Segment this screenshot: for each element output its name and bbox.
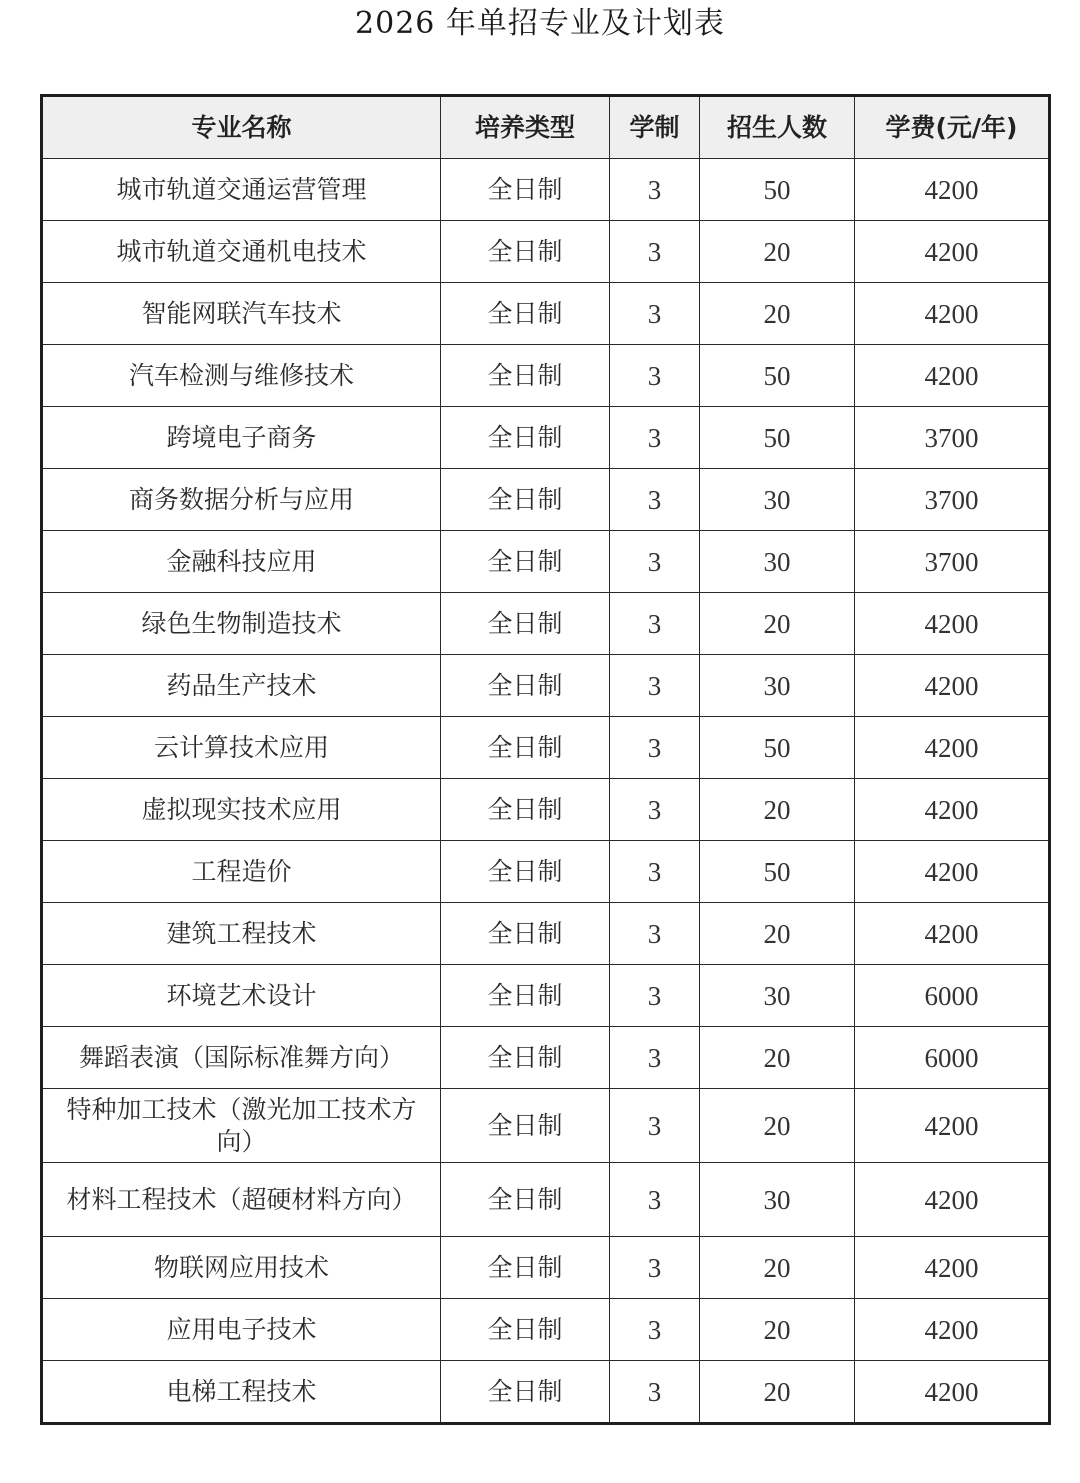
study-type-cell: 全日制 xyxy=(441,1237,610,1299)
table-header-row xyxy=(42,96,1050,159)
major-name-cell: 物联网应用技术 xyxy=(42,1237,441,1299)
tuition-cell: 4200 xyxy=(855,1089,1050,1163)
major-name-cell: 工程造价 xyxy=(42,841,441,903)
study-type-cell: 全日制 xyxy=(441,779,610,841)
major-name-cell: 云计算技术应用 xyxy=(42,717,441,779)
duration-cell: 3 xyxy=(610,655,700,717)
duration-cell: 3 xyxy=(610,717,700,779)
tuition-cell: 4200 xyxy=(855,903,1050,965)
study-type-cell: 全日制 xyxy=(441,159,610,221)
table-body xyxy=(42,159,1050,1424)
study-type-cell: 全日制 xyxy=(441,469,610,531)
study-type-cell: 全日制 xyxy=(441,1089,610,1163)
tuition-cell: 4200 xyxy=(855,655,1050,717)
major-name-cell: 药品生产技术 xyxy=(42,655,441,717)
duration-cell: 3 xyxy=(610,407,700,469)
major-name-cell: 城市轨道交通机电技术 xyxy=(42,221,441,283)
enrollment-cell: 50 xyxy=(700,717,855,779)
duration-cell: 3 xyxy=(610,531,700,593)
tuition-cell: 4200 xyxy=(855,1237,1050,1299)
page-title: 2026 年单招专业及计划表 xyxy=(355,6,725,41)
tuition-cell: 4200 xyxy=(855,1299,1050,1361)
study-type-cell: 全日制 xyxy=(441,903,610,965)
enrollment-cell: 30 xyxy=(700,965,855,1027)
study-type-cell: 全日制 xyxy=(441,655,610,717)
enrollment-cell: 50 xyxy=(700,407,855,469)
header-major-name: 专业名称 xyxy=(42,96,441,159)
tuition-cell: 4200 xyxy=(855,1361,1050,1424)
enrollment-cell: 50 xyxy=(700,159,855,221)
table-row xyxy=(42,221,1050,283)
table-row xyxy=(42,593,1050,655)
major-name-cell: 汽车检测与维修技术 xyxy=(42,345,441,407)
duration-cell: 3 xyxy=(610,841,700,903)
study-type-cell: 全日制 xyxy=(441,407,610,469)
study-type-cell: 全日制 xyxy=(441,221,610,283)
tuition-cell: 4200 xyxy=(855,1163,1050,1237)
tuition-cell: 3700 xyxy=(855,469,1050,531)
major-name-cell: 金融科技应用 xyxy=(42,531,441,593)
table-row xyxy=(42,903,1050,965)
major-name-cell: 绿色生物制造技术 xyxy=(42,593,441,655)
study-type-cell: 全日制 xyxy=(441,345,610,407)
major-name-cell: 建筑工程技术 xyxy=(42,903,441,965)
major-name-cell: 商务数据分析与应用 xyxy=(42,469,441,531)
table-row xyxy=(42,1299,1050,1361)
tuition-cell: 4200 xyxy=(855,221,1050,283)
table-row xyxy=(42,1163,1050,1237)
table-row xyxy=(42,531,1050,593)
enrollment-cell: 20 xyxy=(700,1027,855,1089)
major-name-cell: 应用电子技术 xyxy=(42,1299,441,1361)
study-type-cell: 全日制 xyxy=(441,841,610,903)
tuition-cell: 6000 xyxy=(855,1027,1050,1089)
major-name-cell: 电梯工程技术 xyxy=(42,1361,441,1424)
major-name-cell: 舞蹈表演（国际标准舞方向） xyxy=(42,1027,441,1089)
table-row xyxy=(42,159,1050,221)
duration-cell: 3 xyxy=(610,345,700,407)
duration-cell: 3 xyxy=(610,1027,700,1089)
duration-cell: 3 xyxy=(610,903,700,965)
header-study-type: 培养类型 xyxy=(441,96,610,159)
table-row xyxy=(42,469,1050,531)
tuition-cell: 3700 xyxy=(855,407,1050,469)
enrollment-cell: 20 xyxy=(700,283,855,345)
header-enrollment: 招生人数 xyxy=(700,96,855,159)
enrollment-cell: 20 xyxy=(700,1299,855,1361)
duration-cell: 3 xyxy=(610,469,700,531)
study-type-cell: 全日制 xyxy=(441,965,610,1027)
table-row xyxy=(42,1361,1050,1424)
tuition-cell: 4200 xyxy=(855,283,1050,345)
duration-cell: 3 xyxy=(610,1299,700,1361)
enrollment-cell: 20 xyxy=(700,221,855,283)
duration-cell: 3 xyxy=(610,159,700,221)
enrollment-cell: 20 xyxy=(700,1361,855,1424)
enrollment-cell: 20 xyxy=(700,779,855,841)
enrollment-cell: 20 xyxy=(700,903,855,965)
study-type-cell: 全日制 xyxy=(441,593,610,655)
study-type-cell: 全日制 xyxy=(441,717,610,779)
enrollment-cell: 30 xyxy=(700,469,855,531)
duration-cell: 3 xyxy=(610,965,700,1027)
tuition-cell: 6000 xyxy=(855,965,1050,1027)
major-name-cell: 智能网联汽车技术 xyxy=(42,283,441,345)
enrollment-cell: 50 xyxy=(700,841,855,903)
tuition-cell: 4200 xyxy=(855,345,1050,407)
table-row xyxy=(42,1027,1050,1089)
enrollment-cell: 20 xyxy=(700,1089,855,1163)
enrollment-cell: 30 xyxy=(700,1163,855,1237)
table-row xyxy=(42,407,1050,469)
study-type-cell: 全日制 xyxy=(441,531,610,593)
study-type-cell: 全日制 xyxy=(441,1361,610,1424)
study-type-cell: 全日制 xyxy=(441,1299,610,1361)
table-row xyxy=(42,1237,1050,1299)
duration-cell: 3 xyxy=(610,221,700,283)
header-duration: 学制 xyxy=(610,96,700,159)
major-name-cell: 城市轨道交通运营管理 xyxy=(42,159,441,221)
major-name-cell: 特种加工技术（激光加工技术方向） xyxy=(42,1089,441,1163)
major-name-cell: 跨境电子商务 xyxy=(42,407,441,469)
duration-cell: 3 xyxy=(610,779,700,841)
enrollment-plan-table xyxy=(40,94,1051,1425)
duration-cell: 3 xyxy=(610,1163,700,1237)
table-row xyxy=(42,965,1050,1027)
enrollment-cell: 30 xyxy=(700,531,855,593)
tuition-cell: 4200 xyxy=(855,159,1050,221)
table-row xyxy=(42,283,1050,345)
study-type-cell: 全日制 xyxy=(441,1027,610,1089)
table-row xyxy=(42,345,1050,407)
duration-cell: 3 xyxy=(610,283,700,345)
table-row xyxy=(42,717,1050,779)
study-type-cell: 全日制 xyxy=(441,1163,610,1237)
table-row xyxy=(42,779,1050,841)
duration-cell: 3 xyxy=(610,593,700,655)
table-row xyxy=(42,655,1050,717)
header-tuition: 学费(元/年) xyxy=(855,96,1050,159)
enrollment-cell: 50 xyxy=(700,345,855,407)
duration-cell: 3 xyxy=(610,1361,700,1424)
tuition-cell: 4200 xyxy=(855,841,1050,903)
tuition-cell: 3700 xyxy=(855,531,1050,593)
enrollment-cell: 30 xyxy=(700,655,855,717)
major-name-cell: 环境艺术设计 xyxy=(42,965,441,1027)
tuition-cell: 4200 xyxy=(855,779,1050,841)
tuition-cell: 4200 xyxy=(855,593,1050,655)
major-name-cell: 材料工程技术（超硬材料方向） xyxy=(42,1163,441,1237)
table-row xyxy=(42,841,1050,903)
duration-cell: 3 xyxy=(610,1237,700,1299)
tuition-cell: 4200 xyxy=(855,717,1050,779)
enrollment-cell: 20 xyxy=(700,593,855,655)
duration-cell: 3 xyxy=(610,1089,700,1163)
major-name-cell: 虚拟现实技术应用 xyxy=(42,779,441,841)
study-type-cell: 全日制 xyxy=(441,283,610,345)
enrollment-cell: 20 xyxy=(700,1237,855,1299)
table-row xyxy=(42,1089,1050,1163)
